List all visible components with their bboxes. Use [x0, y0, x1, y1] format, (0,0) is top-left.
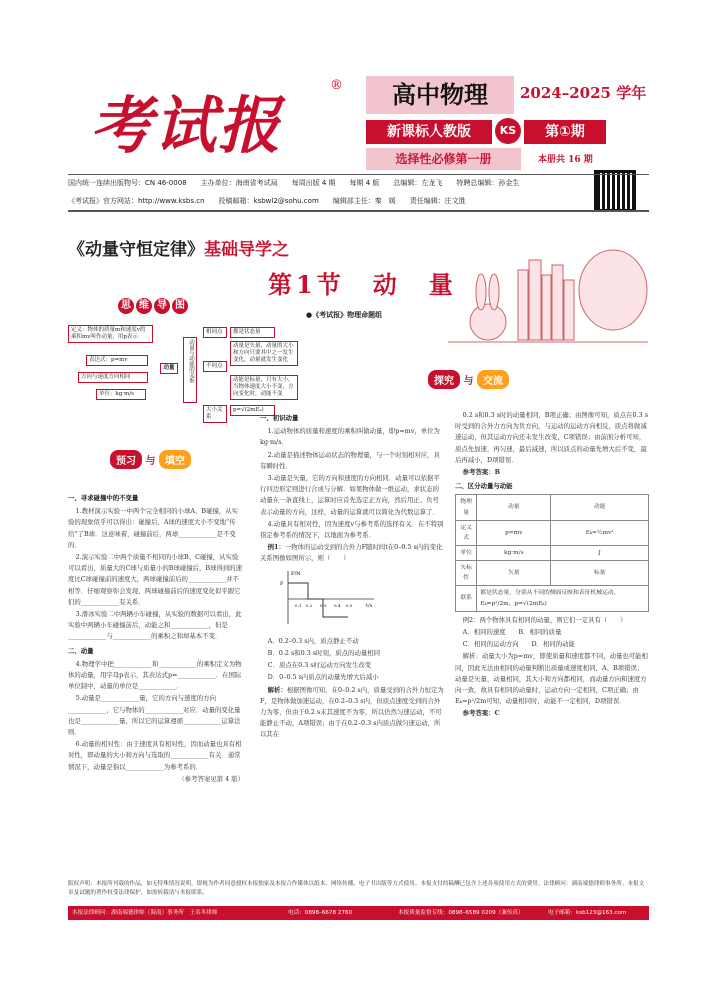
table-row: 联系 都是状态量，分别从不同的侧面反映和表征机械运动，Eₖ=p²/2m，p=√(2mEₖ): [456, 586, 649, 611]
table-header: 物理量 动量 动能: [456, 495, 649, 520]
graph-ylabel: F/N: [291, 570, 301, 577]
registered-mark: ®: [330, 78, 343, 93]
svg-text:0.3: 0.3: [320, 602, 327, 608]
mindmap-label-size: 大小关系: [203, 405, 227, 423]
issue-number: 第①期: [524, 120, 606, 144]
option-b: B．0.2 s和0.3 s时刻，质点的动量相同: [267, 649, 381, 658]
ks-logo-icon: KS: [495, 118, 521, 144]
prep-badge: 预习 与 填空: [110, 450, 191, 469]
issue-count: 本册共 16 期: [538, 155, 593, 165]
answer-1: 参考答案：B: [462, 468, 501, 477]
svg-text:0.4: 0.4: [334, 602, 341, 608]
question-5: 5.动量是____________量，它的方向与速度的方向____________，它与物体的____________对应．动量的变化量也是____________量，所以它的运算遵循____________运算法则．: [68, 694, 241, 737]
mindmap-size-relation: p=√(2mEₖ): [230, 405, 275, 416]
copyright-notice: 版权声明：本报所刊载的作品，如无特殊情况说明，即视为作者同意授权本报独家及本报合作媒体以纸本、网络传播、电子书出版等方式使用。本报支付的稿酬已包含上述各项使用方式的费用。法律顾问：湖南端德律师事务所。本报文章及试题的著作权受法律保护，如需转载请与本报联系。: [68, 881, 645, 896]
heading-invariant: 一、寻求碰撞中的不变量: [68, 494, 139, 502]
answer-2: 参考答案：C: [462, 709, 500, 718]
explore-badge: 探究 与 交流: [428, 370, 509, 389]
comparison-table: [455, 494, 649, 611]
heading-intro: 一、初识动量: [260, 414, 299, 422]
newspaper-logo: 考试报: [90, 89, 283, 162]
point-4: 4.动量具有相对性，因为速度v与参考系的选择有关．在不特别指定参考系的情况下，以地面为参考系．: [260, 519, 444, 540]
mindmap-energy-scalar: 动能是标量，只有大小，当物体速度大小不变，方向变化时，动能不变: [230, 375, 298, 400]
mindmap-center: 动量: [160, 363, 178, 374]
author-line: ●《考试报》物理命题组: [306, 310, 383, 319]
question-2: 2.演示实验二中两个质量不相同的小球B、C碰撞，从实验可以看出，质量大的C球与质量小的B球碰撞后，B球得到的速度比C球碰撞前的速度大，两球碰撞前后的____________并不相等．仔细观察你会发现，两球碰撞前后的速度变化似乎跟它们的____________有关系．: [68, 553, 243, 606]
point-1: 1.运动物体的质量和速度的乘积叫做动量，即p=mv，单位为kg·m/s．: [260, 427, 440, 447]
example-2: 例2：两个物体具有相同的动量，则它们一定具有（ ）: [462, 615, 627, 624]
academic-year: 2024–2025 学年: [520, 84, 647, 102]
answer-reference: （参考答案见第 4 版）: [178, 774, 244, 783]
divider: [68, 210, 649, 212]
mindmap-heading: 思 维 导 图: [118, 298, 190, 314]
heading-compare: 二、区分动量与动能: [455, 482, 513, 491]
graph-xlabel: t/s: [366, 602, 373, 609]
question-1: 1.教材演示实验一中两个完全相同的小球A、B碰撞，从实验的现象似乎可以得出：碰撞后，A球的速度大小不变地“传给”了B球．这意味着，碰撞前后，两球____________是不变的．: [68, 507, 239, 549]
book-label: 选择性必修第一册: [366, 148, 521, 170]
mindmap-label-same: 相同点: [203, 327, 227, 338]
question-6: 6.动量的相对性：由于速度具有相对性，因而动量也具有相对性，即动量的大小和方向与选取的____________有关．通常情况下，动量是指以____________为参考系的．: [68, 740, 242, 771]
mindmap-direction: 方向与速度方向相同: [78, 372, 148, 383]
column-explore-1: [260, 410, 445, 742]
edition-label: 新课标人教版: [366, 120, 492, 144]
page-title: 《动量守恒定律》基础导学之: [68, 240, 289, 260]
footer-bar: 本报法律顾问：湖南端德律师（海南）事务所 王名冬律师 电话：0898–6678 2760 本报质量监督专线：0898–6589 0209（兼传真） 电子邮箱：ksb123@163.com: [68, 906, 649, 920]
qr-code-icon[interactable]: [594, 170, 636, 212]
solution-2: 解析：动量大小为p=mv，即使质量和速度都不同，动量也可能相同，因此无法由相同的动量判断出质量或速度相同，A、B项错误；动量是矢量，动量相同，其大小和方向都相同，而动量方向和速度方向一致，故具有相同的动量时，运动方向一定相同，C项正确；由Eₖ=p²/2m可知，动量相同时，动能不一定相同，D项错误．: [455, 652, 648, 706]
publication-info-1: 国内统一连续出版物号：CN 46-0008 主办单位：海南省考试局 每周出版 4 期 每期 4 版 总编辑：左龙飞 特聘总编辑：孙金生: [68, 179, 520, 187]
publication-info-2: 《考试报》官方网站：http://www.ksbs.cn 投稿邮箱：ksbwl2@sohu.com 编辑部主任：秦 媛 责任编辑：庄文胜: [68, 197, 466, 205]
example-1: 例1：一物体的运动受到的合外力F随时间t在0–0.5 s内的变化关系图像如图所示，则（ ）: [260, 543, 443, 563]
option-a: A．0.2–0.3 s内，质点静止不动: [267, 636, 359, 645]
point-2: 2.动量是描述物体运动状态的物理量，与一个时刻相对应，具有瞬时性．: [260, 450, 440, 470]
solution-1: 解析：根据图像可知，在0–0.2 s内，质量受到的合外力恒定为F，是物体做加速运动，在0.2–0.3 s内，但质点速度受到的合外力为零，但由于0.2 s末其速度不为零，所以仍然匀速运动，不可能静止不动，A项错误；由于在0.2–0.3 s内质点做匀速运动，所以其在: [260, 685, 444, 739]
solution-1-cont: 0.2 s和0.3 s时的动量相同，B项正确；由图像可知，质点在0.3 s时受到的合外力方向为负方向，与运动的运动方向相反，质点将做减速运动，但其运动方向还未发生改变，C项错误；由前面分析可知，质点先加速，再匀速，最后减速，所以质点的动量先增大后不变，最后再减小，D项错误．: [455, 411, 648, 464]
newspaper-page: [68, 70, 649, 928]
mindmap-definition: 定义：物体的质量m和速度v的乘积mv叫作动量，用p表示: [68, 325, 153, 343]
divider: [68, 174, 649, 175]
svg-text:0.5: 0.5: [346, 602, 353, 608]
elephant-books-illustration: [448, 230, 648, 355]
masthead: [68, 70, 649, 175]
svg-text:0.1: 0.1: [295, 602, 302, 608]
table-row: 矢标性 矢量 标量: [456, 561, 649, 586]
options-row-2: C．相同的运动方向 D．相同的动能: [462, 640, 575, 649]
mindmap-same: 都是状态量: [230, 327, 275, 338]
svg-text:0.2: 0.2: [306, 602, 313, 608]
force-time-graph: [278, 569, 378, 629]
table-row: 单位 kg·m/s J: [456, 545, 649, 560]
option-d: D．0–0.5 s内质点的动量先增大后减小: [267, 673, 379, 682]
question-4: 4.物理学中把____________和____________的乘积定义为物体的动量，用字母p表示，其表达式p=____________．在国际单位制中，动量的单位是____________．: [68, 659, 242, 691]
subject-title: 高中物理: [366, 76, 514, 114]
option-c: C．质点在0.3 s时运动方向发生改变: [267, 661, 372, 670]
mindmap-momentum-vector: 动量是矢量，动量的大小和方向只要其中之一发生变化，动量就发生变化: [230, 341, 298, 366]
options-row-1: A．相同的速度 B．相同的质量: [462, 627, 562, 636]
column-explore-2: [455, 410, 649, 721]
mindmap-label-diff: 不同点: [203, 361, 227, 372]
mindmap-unit: 单位：kg·m/s: [96, 389, 146, 400]
table-row: 定义式 p=mv Eₖ=½mv²: [456, 520, 649, 545]
heading-momentum: 二、动量: [68, 646, 94, 655]
graph-f-label: F: [280, 580, 284, 587]
point-3: 3.动量是矢量，它的方向和速度的方向相同．动量可以依据平行四边形定则进行合成与分解．如果物体做一维运动，求状态的动量在一条直线上，运算时应首先选定正方向，然后用正、负号表示动量的方向，这样，动量的运算就可以简化为代数运算了．: [260, 474, 440, 516]
mindmap-relation: 动量与动能的关系: [183, 337, 197, 403]
mindmap-formula: 表达式：p=mv: [86, 355, 148, 366]
column-prep: [68, 490, 244, 786]
section-title: 第1节 动 量: [268, 270, 457, 299]
question-3: 3.滑冰实验二中两辆小车碰撞，从实验的数据可以看出，此实验中两辆小车碰撞前后，动能之和____________，但是____________与____________的乘积之和却基本不变．: [68, 610, 242, 641]
